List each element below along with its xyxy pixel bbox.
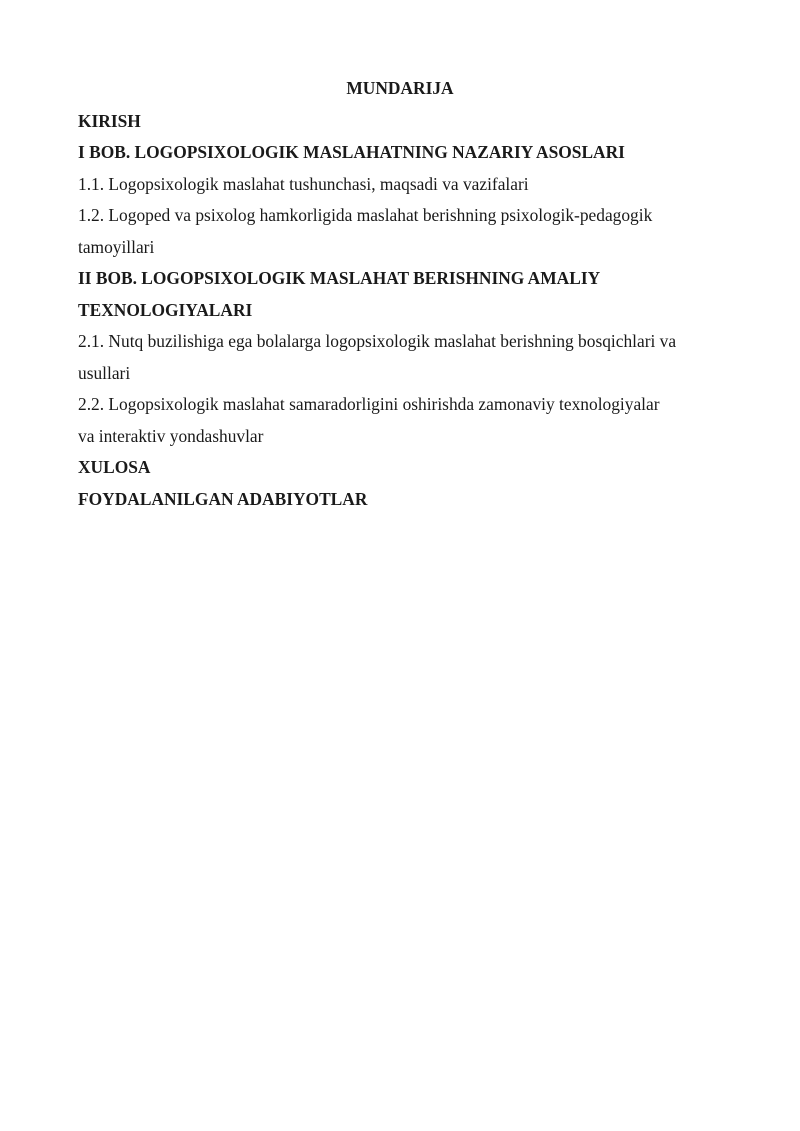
toc-entry-chapter-2-continued: TEXNOLOGIYALARI <box>78 299 253 320</box>
toc-entry-section-1-2-continued: tamoyillari <box>78 236 155 257</box>
toc-entry-section-1-1: 1.1. Logopsixologik maslahat tushunchasi, maqsadi va vazifalari <box>78 173 529 194</box>
table-of-contents <box>78 73 738 515</box>
toc-entry-section-2-2-continued: va interaktiv yondashuvlar <box>78 425 264 446</box>
toc-title: MUNDARIJA <box>346 78 454 98</box>
toc-entry-section-1-2: 1.2. Logoped va psixolog hamkorligida maslahat berishning psixologik-pedagogik <box>78 205 653 225</box>
toc-entry-introduction: KIRISH <box>78 110 141 131</box>
toc-entry-chapter-1: I BOB. LOGOPSIXOLOGIK MASLAHATNING NAZARIY ASOSLARI <box>78 142 625 162</box>
toc-entry-chapter-2: II BOB. LOGOPSIXOLOGIK MASLAHAT BERISHNING AMALIY <box>78 268 601 288</box>
toc-entry-conclusion: XULOSA <box>78 457 151 477</box>
toc-entry-section-2-1-continued: usullari <box>78 362 131 383</box>
toc-entry-section-2-1: 2.1. Nutq buzilishiga ega bolalarga logopsixologik maslahat berishning bosqichlari va <box>78 331 677 351</box>
toc-entry-section-2-2: 2.2. Logopsixologik maslahat samaradorligini oshirishda zamonaviy texnologiyalar <box>78 394 660 414</box>
toc-entry-references: FOYDALANILGAN ADABIYOTLAR <box>78 488 368 509</box>
